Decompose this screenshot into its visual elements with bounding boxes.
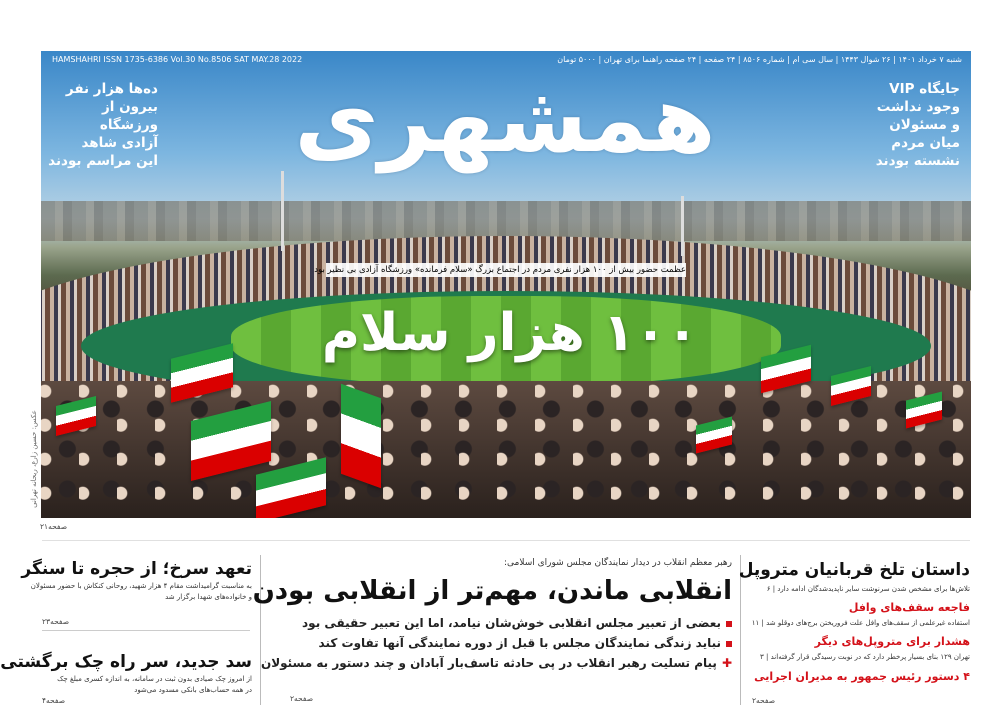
story-bullet: نباید زندگی نمایندگان مجلس با قبل از دوره نمایندگی آنها تفاوت کند [270, 633, 732, 653]
story-text: و خانواده‌های شهدا برگزار شد [165, 593, 252, 601]
masthead-logo: همشهری [294, 66, 716, 173]
sub-story-title[interactable]: فاجعه سقف‌های وافل [848, 601, 970, 614]
story-bullet: بعضی از تعبیر مجلس انقلابی خوش‌شان نیامد، اما این تعبیر حقیقی بود [270, 613, 732, 633]
story-text: تلاش‌ها برای مشخص شدن سرنوشت سایر ناپدیدشدگان ادامه دارد | ۶ [766, 585, 970, 593]
hero-caption: عظمت حضور بیش از ۱۰۰ هزار نفری مردم در اجتماع بزرگ «سلام فرمانده» ورزشگاه آزادی بی نظیر بود [314, 265, 686, 275]
sub-story-text: تهران ۱۲۹ بنای بسیار پرخطر دارد که در نوبت رسیدگی قرار گرفته‌اند | ۳ [760, 653, 970, 661]
hero-page-ref: صفحه۲۱ [40, 522, 68, 531]
story-kicker: رهبر معظم انقلاب در دیدار نمایندگان مجلس شورای اسلامی: [504, 558, 732, 568]
story-bullet: ✚پیام تسلیت رهبر انقلاب در پی حادثه تاسف‌بار آبادان و چند دستور به مسئولان [260, 656, 732, 670]
page-ref: صفحه۴ [42, 696, 66, 705]
flag-icon [341, 384, 381, 489]
issue-info-english: HAMSHAHRI ISSN 1735-6386 Vol.30 No.8506 SAT MAY.28 2022 [52, 55, 303, 64]
story-left-top [21, 557, 252, 603]
page-ref: صفحه۲ [290, 694, 314, 703]
story-text: در همه حساب‌های بانکی مسدود می‌شود [134, 686, 252, 694]
story-title[interactable]: تعهد سرخ؛ از حجره تا سنگر [21, 559, 252, 579]
story-title[interactable]: داستان تلخ قربانیان متروپل [738, 560, 970, 580]
sub-story-text: استفاده غیرعلمی از سقف‌های وافل علت فروریختن برج‌های دوقلو شد | ۱۱ [751, 619, 970, 627]
right-teaser: جایگاه VIP وجود نداشت و مسئولان میان مردم نشسته بودند [875, 81, 960, 169]
divider [42, 630, 250, 631]
plus-icon: ✚ [721, 656, 732, 670]
bullet-icon [726, 641, 732, 647]
story-center [252, 557, 732, 673]
sub-story-title[interactable]: ۴ دستور رئیس جمهور به مدیران اجرایی [754, 670, 970, 683]
sub-story-title[interactable]: هشدار برای متروپل‌های دیگر [814, 635, 970, 648]
story-text: به مناسبت گرامیداشت مقام ۴ هزار شهید، روحانی کنکاش با حضور مسئولان [30, 582, 252, 590]
bullet-icon [726, 621, 732, 627]
story-right [738, 557, 970, 687]
left-teaser: ده‌ها هزار نفر بیرون از ورزشگاه آزادی شاهد این مراسم بودند [48, 81, 158, 169]
light-tower [681, 196, 684, 256]
light-tower [281, 171, 284, 251]
page-ref: صفحه۲ [752, 696, 776, 705]
story-text: از امروز چک صیادی بدون ثبت در سامانه، به اندازه کسری مبلغ چک [57, 675, 252, 683]
story-title[interactable]: انقلابی ماندن، مهم‌تر از انقلابی بودن [252, 576, 732, 606]
story-title[interactable]: سد جدید، سر راه چک برگشتی [0, 652, 252, 672]
issue-info-persian: شنبه ۷ خرداد ۱۴۰۱ | ۲۶ شوال ۱۴۴۳ | سال سی ام | شماره ۸۵۰۶ | ۲۴ صفحه | ۲۴ صفحه راهنما برای تهران | ۵۰۰۰ تومان [557, 55, 962, 64]
city-skyline [41, 201, 971, 241]
divider [42, 540, 970, 541]
photo-credit: عکس: حسین زارع، ریحانه تهرانی [30, 410, 38, 508]
page-ref: صفحه۲۳ [42, 617, 70, 626]
hero-headline: ۱۰۰ هزار سلام [321, 303, 699, 363]
story-left-bottom [0, 650, 252, 696]
